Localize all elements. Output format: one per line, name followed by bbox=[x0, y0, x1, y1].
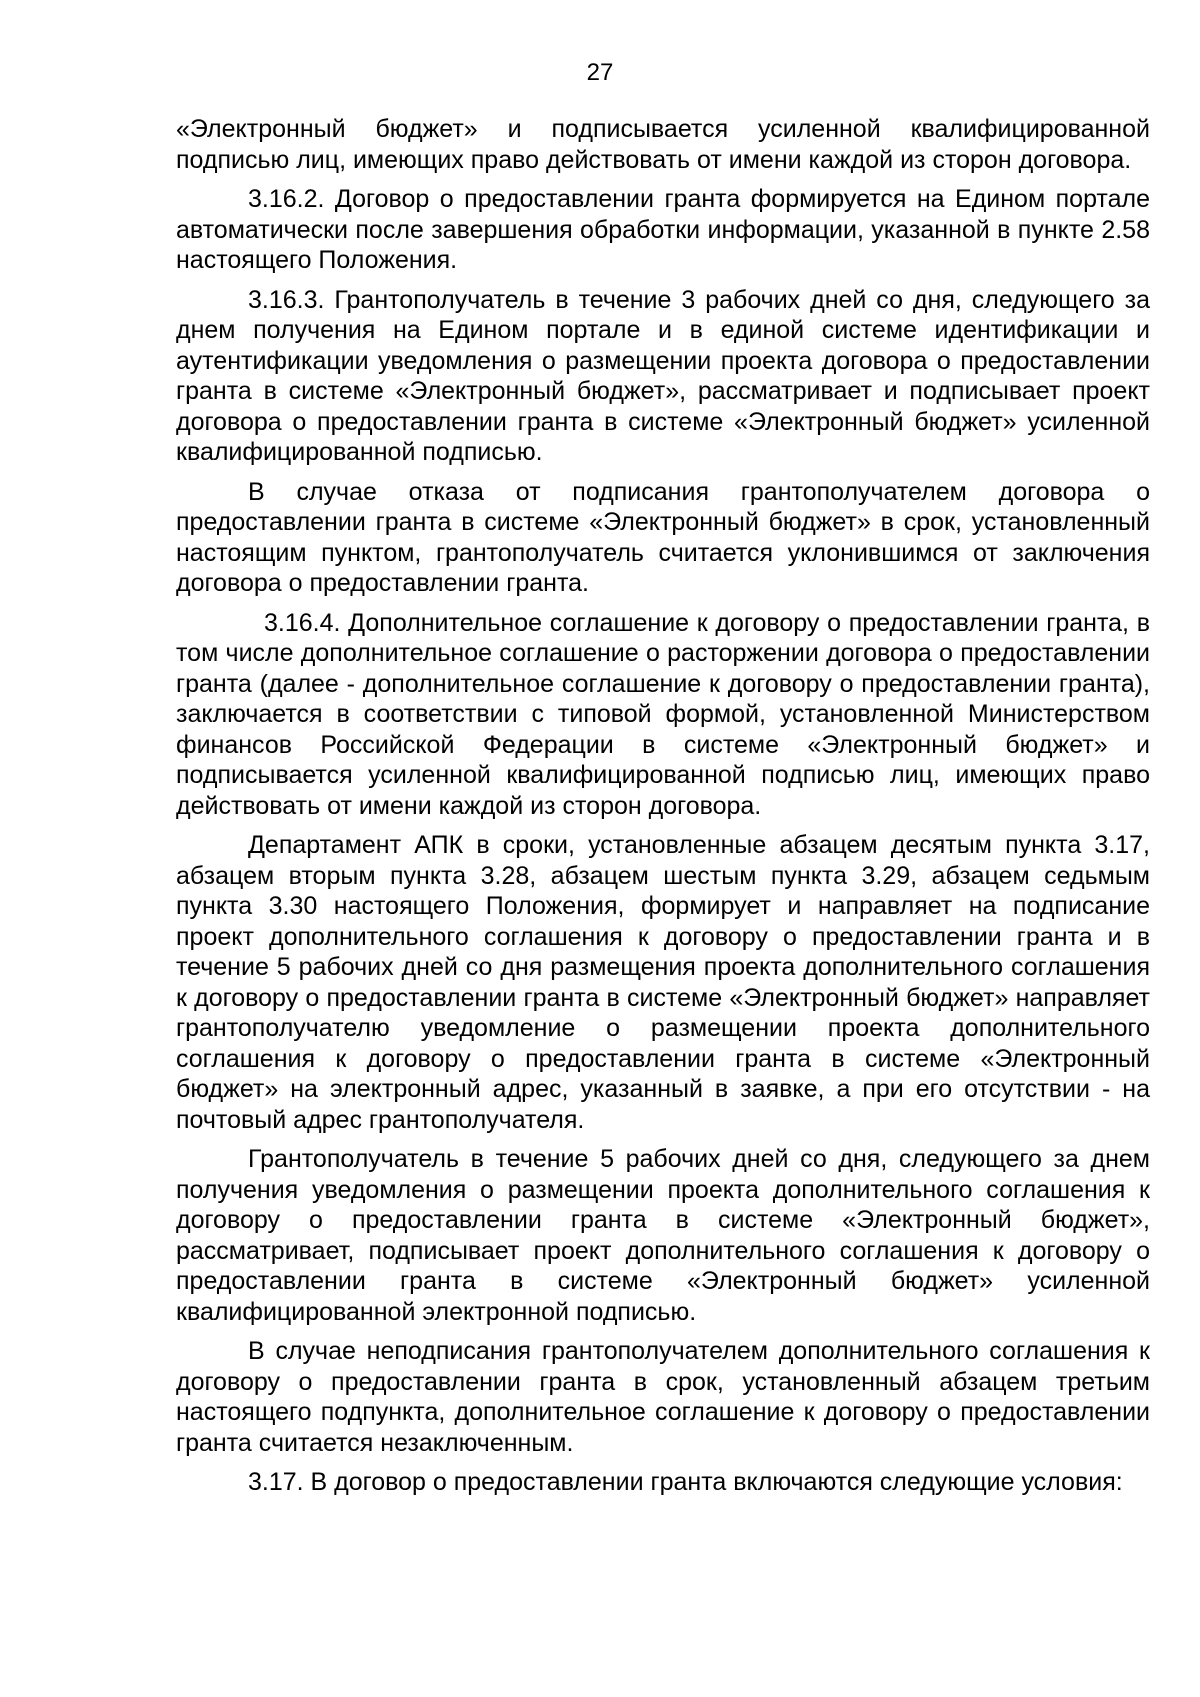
paragraph-3-16-4: 3.16.4. Дополнительное соглашение к договору о предоставлении гранта, в том числе дополнительное соглашение о расторжении договора о предоставлении гранта (далее - дополнительное соглашение к договору о предоставлении гранта), заключается в соответствии с типовой формой, установленной Министерством финансов Российской Федерации в системе «Электронный бюджет» и подписывается усиленной квалифицированной подписью лиц, имеющих право действовать от имени каждой из сторон договора. bbox=[176, 608, 1150, 820]
document-body bbox=[176, 114, 1150, 1507]
paragraph-continuation: «Электронный бюджет» и подписывается усиленной квалифицированной подписью лиц, имеющих право действовать от имени каждой из сторон договора. bbox=[176, 115, 1150, 174]
paragraph-3-16-2: 3.16.2. Договор о предоставлении гранта формируется на Едином портале автоматически после завершения обработки информации, указанной в пункте 2.58 настоящего Положения. bbox=[176, 185, 1150, 274]
paragraph-3-16-3: 3.16.3. Грантополучатель в течение 3 рабочих дней со дня, следующего за днем получения на Едином портале и в единой системе идентификации и аутентификации уведомления о размещении проекта договора о предоставлении гранта в системе «Электронный бюджет», рассматривает и подписывает проект договора о предоставлении гранта в системе «Электронный бюджет» усиленной квалифицированной подписью. bbox=[176, 285, 1150, 466]
page-number: 27 bbox=[586, 59, 614, 86]
paragraph-3-17: 3.17. В договор о предоставлении гранта включаются следующие условия: bbox=[248, 1468, 1123, 1496]
paragraph-department: Департамент АПК в сроки, установленные абзацем десятым пункта 3.17, абзацем вторым пункта 3.28, абзацем шестым пункта 3.29, абзацем седьмым пункта 3.30 настоящего Положения, формирует и направляет на подписание проект дополнительного соглашения к договору о предоставлении гранта и в течение 5 рабочих дней со дня размещения проекта дополнительного соглашения к договору о предоставлении гранта в системе «Электронный бюджет» направляет грантополучателю уведомление о размещении проекта дополнительного соглашения к договору о предоставлении гранта в системе «Электронный бюджет» на электронный адрес, указанный в заявке, а при его отсутствии - на почтовый адрес грантополучателя. bbox=[176, 831, 1150, 1134]
paragraph-refusal: В случае отказа от подписания грантополучателем договора о предоставлении гранта в системе «Электронный бюджет» в срок, установленный настоящим пунктом, грантополучатель считается уклонившимся от заключения договора о предоставлении гранта. bbox=[176, 477, 1150, 597]
paragraph-non-signing: В случае неподписания грантополучателем дополнительного соглашения к договору о предоставлении гранта в срок, установленный абзацем третьим настоящего подпункта, дополнительное соглашение к договору о предоставлении гранта считается незаключенным. bbox=[176, 1337, 1150, 1457]
paragraph-grantee: Грантополучатель в течение 5 рабочих дней со дня, следующего за днем получения уведомления о размещении проекта дополнительного соглашения к договору о предоставлении гранта в системе «Электронный бюджет», рассматривает, подписывает проект дополнительного соглашения к договору о предоставлении гранта в системе «Электронный бюджет» усиленной квалифицированной электронной подписью. bbox=[176, 1145, 1150, 1326]
